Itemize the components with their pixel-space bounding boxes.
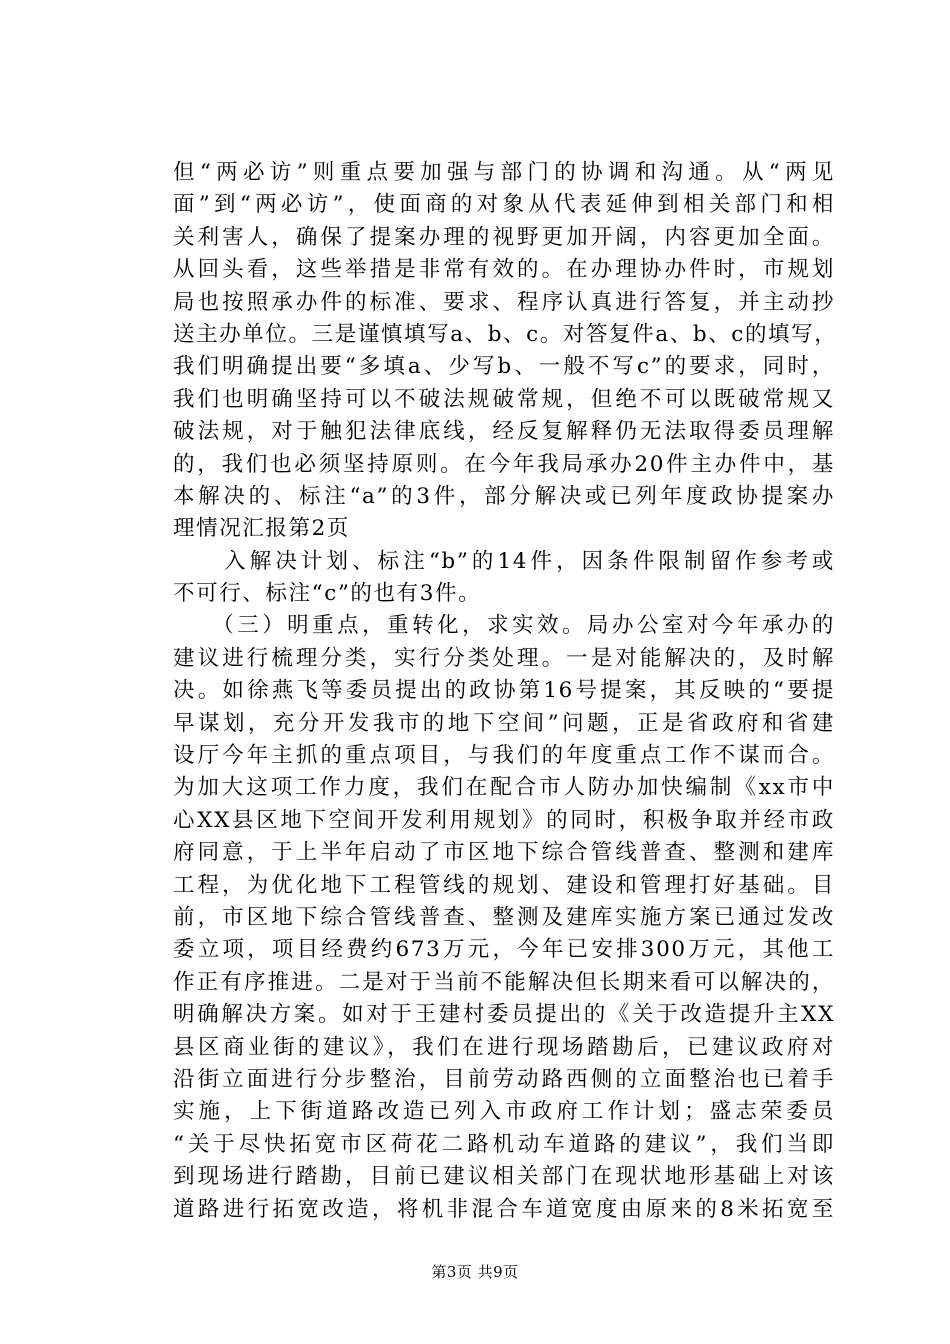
text-line: 从回头看，这些举措是非常有效的。在办理协办件时，市规划 <box>173 257 835 283</box>
text-line: 作正有序推进。二是对于当前不能解决但长期来看可以解决的， <box>173 969 835 995</box>
page-footer: 第3页 共9页 <box>431 1263 519 1281</box>
text-line: 送主办单位。三是谨慎填写a、b、c。对答复件a、b、c的填写， <box>173 321 838 347</box>
text-line: 府同意，于上半年启动了市区地下综合管线普查、整测和建库 <box>173 840 835 866</box>
text-line: 为加大这项工作力度，我们在配合市人防办加快编制《xx市中 <box>173 775 835 801</box>
text-line: 不可行、标注“c”的也有3件。 <box>173 581 482 607</box>
text-line: 关利害人，确保了提案办理的视野更加开阔，内容更加全面。 <box>173 224 835 250</box>
text-line: 县区商业街的建议》，我们在进行现场踏勘后，已建议政府对 <box>173 1034 835 1060</box>
text-line: 工程，为优化地下工程管线的规划、建设和管理打好基础。目 <box>173 872 835 898</box>
text-line: “关于尽快拓宽市区荷花二路机动车道路的建议”，我们当即 <box>173 1131 835 1157</box>
text-line: 实施，上下街道路改造已列入市政府工作计划；盛志荣委员 <box>173 1099 835 1125</box>
text-line: 建议进行梳理分类，实行分类处理。一是对能解决的，及时解 <box>173 645 835 671</box>
text-line: 前，市区地下综合管线普查、整测及建库实施方案已通过发改 <box>173 904 835 930</box>
text-line: 但“两必访”则重点要加强与部门的协调和沟通。从“两见 <box>173 160 835 185</box>
text-line: （三）明重点，重转化，求实效。局办公室对今年承办的 <box>173 613 835 639</box>
text-line: 决。如徐燕飞等委员提出的政协第16号提案，其反映的“要提 <box>173 678 835 704</box>
text-line: 心XX县区地下空间开发利用规划》的同时，积极争取并经市政 <box>173 807 835 833</box>
text-line: 面”到“两必访”，使面商的对象从代表延伸到相关部门和相 <box>173 192 835 218</box>
text-line: 设厅今年主抓的重点项目，与我们的年度重点工作不谋而合。 <box>173 743 835 769</box>
text-line: 早谋划，充分开发我市的地下空间”问题，正是省政府和省建 <box>173 710 835 736</box>
text-line: 理情况汇报第2页 <box>173 516 350 542</box>
text-line: 明确解决方案。如对于王建村委员提出的《关于改造提升主XX <box>173 1002 835 1028</box>
text-line: 本解决的、标注“a”的3件，部分解决或已列年度政协提案办 <box>173 483 835 509</box>
text-line: 的，我们也必须坚持原则。在今年我局承办20件主办件中，基 <box>173 451 835 477</box>
text-line: 沿街立面进行分步整治，目前劳动路西侧的立面整治也已着手 <box>173 1066 835 1092</box>
text-line: 入解决计划、标注“b”的14件，因条件限制留作参考或 <box>173 548 835 574</box>
document-body <box>173 157 838 1226</box>
text-line: 委立项，项目经费约673万元，今年已安排300万元，其他工 <box>173 937 835 963</box>
text-line: 破法规，对于触犯法律底线，经反复解释仍无法取得委员理解 <box>173 419 835 445</box>
text-line: 我们明确提出要“多填a、少写b、一般不写c”的要求，同时， <box>173 354 835 380</box>
text-line: 到现场进行踏勘，目前已建议相关部门在现状地形基础上对该 <box>173 1164 835 1190</box>
text-line: 我们也明确坚持可以不破法规破常规，但绝不可以既破常规又 <box>173 386 835 412</box>
text-line: 局也按照承办件的标准、要求、程序认真进行答复，并主动抄 <box>173 289 835 315</box>
text-line: 道路进行拓宽改造，将机非混合车道宽度由原来的8米拓宽至 <box>173 1196 835 1222</box>
